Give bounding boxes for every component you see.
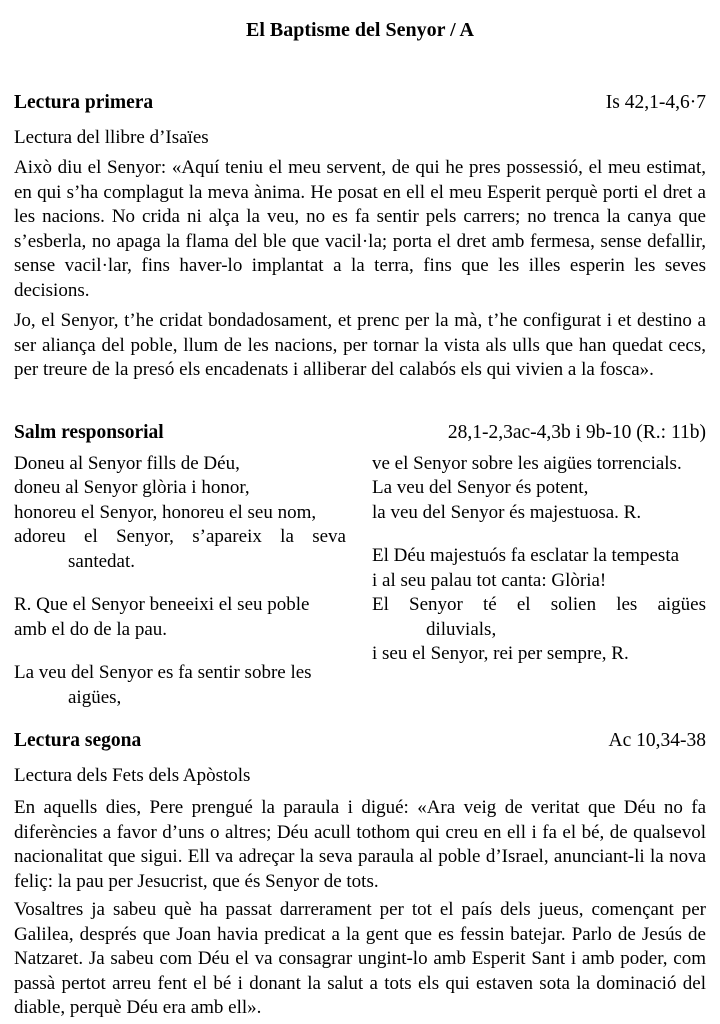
first-reading-reference: Is 42,1-4,6·7 (605, 92, 706, 113)
second-reading-paragraph-2: Vosaltres ja sabeu què ha passat darrerament per tot el país dels jueus, començant per Galilea, després que Joan havia predicat a la gent que es fessin batejar. Parlo de Jesús de Natzaret. Ja sabeu com Déu el va consagrar ungint-lo amb Esperit Sant i amb poder, com passà pertot arreu fent el bé i donant la salut a tots els qui estaven sota la dominació del diable, perquè Déu era amb ell». (14, 899, 706, 1018)
second-reading-source: Lectura dels Fets dels Apòstols (14, 765, 251, 786)
psalm-line: la veu del Senyor és majestuosa. R. (372, 501, 642, 523)
first-reading-paragraph-1: Això diu el Senyor: «Aquí teniu el meu servent, de qui he pres possessió, el meu estimat, en qui s’ha complagut la meva ànima. He posat en ell el meu Esperit perquè porti el dret a les nacions. No crida ni alça la veu, no es fa sentir pels carrers; no trenca la canya que s’esberla, no apaga la flama del ble que vacil·la; porta el dret amb fermesa, sense defallir, sense vacil·lar, fins haver-lo implantat a la terra, fins que les illes esperin les seves decisions. (14, 157, 706, 301)
psalm-line: adoreu el Senyor, s’apareix la seva (14, 526, 346, 547)
psalm-line: El Senyor té el solien les aigües (372, 594, 706, 615)
psalm-line: diluvials, (426, 618, 497, 640)
psalm-line: ve el Senyor sobre les aigües torrencials. (372, 452, 682, 474)
psalm-line: La veu del Senyor és potent, (372, 477, 589, 498)
psalm-right-column (372, 452, 706, 711)
psalm-reference: 28,1-2,3ac-4,3b i 9b-10 (R.: 11b) (447, 421, 706, 443)
second-reading-paragraph-1: En aquells dies, Pere prengué la paraula i digué: «Ara veig de veritat que Déu no fa diferències a favor d’uns o altres; Déu acull tothom qui creu en ell i fa el bé, de qualsevol nacionalitat que sigui. Ell va adreçar la seva paraula al poble d’Israel, anunciant-li la nova feliç: la pau per Jesucrist, que és Senyor de tots. (14, 797, 706, 892)
psalm-header (14, 420, 706, 445)
psalm-response-line: R. Que el Senyor beneeixi el seu poble (14, 594, 310, 615)
psalm-response-line: amb el do de la pau. (14, 618, 168, 640)
page-title: El Baptisme del Senyor / A (246, 19, 474, 41)
first-reading-heading: Lectura primera (14, 92, 154, 113)
psalm-line: i seu el Senyor, rei per sempre, R. (372, 643, 629, 664)
psalm-line: i al seu palau tot canta: Glòria! (372, 569, 607, 591)
first-reading-header (14, 90, 706, 115)
second-reading-header (14, 728, 706, 753)
psalm-line: La veu del Senyor es fa sentir sobre les (14, 662, 312, 683)
first-reading-paragraph-2: Jo, el Senyor, t’he cridat bondadosament, et prenc per la mà, t’he configurat i et destino a ser aliança del poble, llum de les nacions, per tornar la vista als ulls que han quedat cecs, per treure de la presó els encadenats i alliberar del calabós els qui vivien a la fosca». (14, 310, 706, 380)
psalm-line: Doneu al Senyor fills de Déu, (14, 452, 240, 474)
psalm-line: doneu al Senyor glòria i honor, (14, 477, 250, 498)
psalm-heading: Salm responsorial (14, 421, 164, 443)
second-reading-reference: Ac 10,34-38 (608, 730, 706, 751)
psalm-columns (14, 452, 706, 711)
psalm-line: santedat. (68, 550, 136, 572)
psalm-line: aigües, (68, 686, 122, 708)
psalm-line: honoreu el Senyor, honoreu el seu nom, (14, 501, 317, 523)
first-reading-source: Lectura del llibre d’Isaïes (14, 127, 209, 148)
psalm-line: El Déu majestuós fa esclatar la tempesta (372, 545, 680, 566)
second-reading-heading: Lectura segona (14, 730, 142, 751)
psalm-left-column (14, 452, 346, 711)
